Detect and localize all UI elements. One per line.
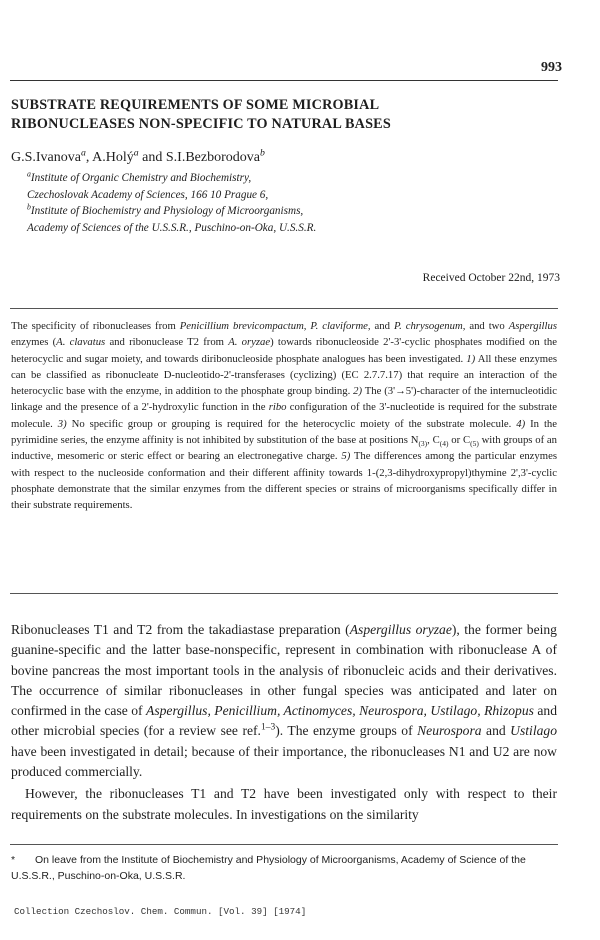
species-name: Aspergillus oryzae [349,622,452,637]
body-text [11,620,557,825]
affiliation-mark: a [27,169,31,179]
author-list: G.S.Ivanova$^a$, A.Holý$^a$ and S.I.Bezborodova$^b$ [11,147,265,165]
ribo-term: ribo [268,401,287,414]
species-name: P. chrysogenum, [393,320,466,332]
affiliation-mark: b [259,147,265,159]
genus-name: Ustilago [510,723,557,739]
genus-name: Aspergillus [508,320,557,332]
body-paragraph: However, the ribonucleases T1 and T2 have been investigated only with respect to their requirements on the substrate molecules. In investigations on the similarity [11,786,557,822]
page-number: 993 [541,60,562,75]
point-number: 5) [341,450,351,463]
point-number: 1) [466,352,476,365]
species-name: Penicillium brevicompactum, P. claviforme, [179,320,371,332]
point-number: 2) [353,385,363,398]
received-date: Received October 22nd, 1973 [422,272,560,284]
point-number: 4) [516,417,526,430]
journal-citation: Collection Czechoslov. Chem. Commun. [Vol. 39] [1974] [14,906,307,917]
affiliation-line: Academy of Sciences of the U.S.S.R., Puschino-on-Oka, U.S.S.R. [27,221,317,234]
affiliation-mark: a [133,147,139,159]
title-line-1: SUBSTRATE REQUIREMENTS OF SOME MICROBIAL [11,97,380,113]
affiliation-block [27,170,316,236]
species-name: A. oryzae [228,336,271,349]
affiliation-mark: a [81,147,86,159]
affiliation-line: Czechoslovak Academy of Sciences, 166 10 Prague 6, [27,188,269,201]
affiliation-line: Institute of Biochemistry and Physiology of Microorganisms, [30,205,304,217]
body-paragraph: Ribonucleases T1 and T2 from the takadiastase preparation (Aspergillus oryzae), the former being guanine-specific and the latter base-nonspecific, represent in combination with ribonuclease A of bovine pancreas the most important tools in the analysis of ribonucleic acids and their derivatives. The occurrence of similar ribonucleases in other fungal species was anticipated and later on confirmed in the case of Aspergillus, Penicillium, Actinomyces, Neurospora, Ustilago, Rhizopus and other microbial species (for a review see ref.$^{1-3}$). The enzyme groups of Neurospora and Ustilago have been investigated in detail; because of their importance, the ribonucleases N1 and U2 are now produced commercially. [11,622,557,780]
author-name: G.S.Ivanova [11,150,81,165]
abstract-top-rule [10,308,558,309]
footnote-text: On leave from the Institute of Biochemistry and Physiology of Microorganisms, Academy of Science of the U.S.S.R., Puschino-on-Oka, U.S.S.R. [11,854,526,882]
affiliation-mark: b [27,202,31,212]
abstract: The specificity of ribonucleases from Penicillium brevicompactum, P. claviforme, and P. chrysogenum, and two Aspergillus enzymes (A. clavatus and ribonuclease T2 from A. oryzae) towards ribonucleoside 2'-3'-cyclic phosphates modified on the heterocyclic and sugar moiety, and towards diribonucleoside phosphate analogues has been investigated. 1) All these enzymes can be classified as ribonucleate D-nucleotido-2'-transferases (cyclizing) (EC 2.7.7.17) that require an interaction of the heterocyclic base with the enzyme, in addition to the phosphate group binding. 2) The (3'→5')-character of the internucleotidic linkage and the presence of a 2'-hydroxylic function in the ribo configuration of the 3'-nucleotide is required for the substrate molecule. 3) No specific group or grouping is required for the heterocyclic moiety of the substrate molecule. 4) In the pyrimidine series, the enzyme affinity is not inhibited by substitution of the base at positions $N_{(3)}$, $C_{(4)}$ or $C_{(5)}$ with groups of an inductive, mesomeric or steric effect or bearing an electronegative charge. 5) The differences among the particular enzymes with respect to the nucleoside conformation and their different affinity towards 1-(2,3-dihydroxypropyl)thymine 2',3'-cyclic phosphate demonstrate that the similar enzymes from the different species or strains of microorganisms specifically differ in their substrate requirements. [11,320,558,512]
footnote-mark: * [11,854,16,866]
point-number: 3) [57,417,67,430]
affiliation-line: Institute of Organic Chemistry and Biochemistry, [30,172,252,184]
genus-list: Aspergillus, Penicillium, Actinomyces, Neurospora, Ustilago, Rhizopus [146,703,534,719]
header-rule [10,80,558,81]
reference-citation: 1–3 [260,722,276,733]
title-line-2: RIBONUCLEASES NON-SPECIFIC TO NATURAL BASES [11,116,391,132]
abstract-bottom-rule [10,593,558,594]
genus-name: Neurospora [417,723,482,739]
author-name: S.I.Bezborodova [165,150,260,165]
footnote [11,852,557,884]
author-name: A.Holý [92,150,134,165]
species-name: A. clavatus [56,336,106,349]
article-title [11,96,551,134]
footnote-rule [10,844,558,845]
